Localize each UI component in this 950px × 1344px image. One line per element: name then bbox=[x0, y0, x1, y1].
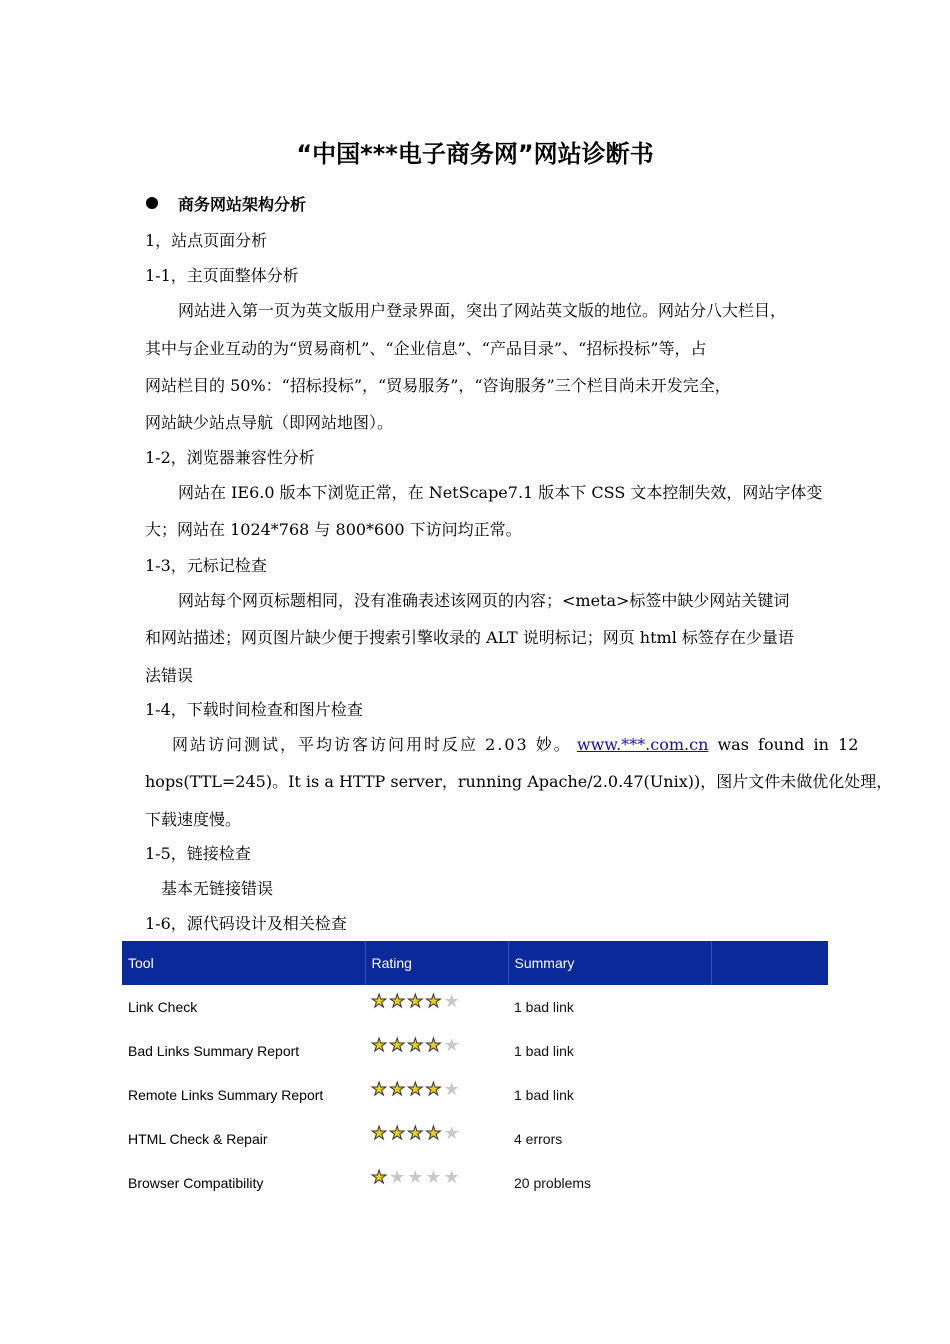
star-filled-icon: ★ bbox=[371, 991, 388, 1011]
paragraph-line: 大；网站在 1024*768 与 800*600 下访问均正常。 bbox=[145, 520, 522, 539]
star-filled-icon: ★ bbox=[371, 1079, 388, 1099]
paragraph-line: 网站栏目的 50%：“招标投标”，“贸易服务”，“咨询服务”三个栏目尚未开发完全， bbox=[145, 376, 731, 395]
heading-1-1: 1-1，主页面整体分析 bbox=[145, 266, 299, 285]
star-empty-icon: ★ bbox=[443, 1167, 460, 1187]
column-header-rating: Rating bbox=[365, 941, 508, 985]
star-rating bbox=[371, 1080, 460, 1098]
star-filled-icon: ★ bbox=[407, 1123, 424, 1143]
website-link[interactable]: www.***.com.cn bbox=[576, 735, 709, 754]
summary-cell: 4 errors bbox=[514, 1131, 563, 1147]
star-filled-icon: ★ bbox=[425, 1035, 442, 1055]
paragraph-line bbox=[172, 732, 858, 755]
tool-name: Browser Compatibility bbox=[128, 1175, 264, 1191]
star-filled-icon: ★ bbox=[407, 1035, 424, 1055]
page-title: “中国***电子商务网”网站诊断书 bbox=[296, 140, 654, 168]
star-filled-icon: ★ bbox=[389, 991, 406, 1011]
star-filled-icon: ★ bbox=[407, 1079, 424, 1099]
empty-cell bbox=[711, 985, 828, 1029]
tool-results-table bbox=[122, 941, 828, 1205]
star-filled-icon: ★ bbox=[425, 1123, 442, 1143]
star-rating bbox=[371, 1036, 460, 1054]
rating-cell bbox=[365, 1161, 508, 1205]
star-filled-icon: ★ bbox=[425, 1079, 442, 1099]
rating-cell bbox=[365, 1117, 508, 1161]
paragraph-text: 网站访问测试，平均访客访问用时反应 2.03 妙。 bbox=[172, 735, 572, 754]
heading-1: 1，站点页面分析 bbox=[145, 231, 268, 250]
star-filled-icon: ★ bbox=[407, 991, 424, 1011]
table-row bbox=[122, 985, 828, 1029]
star-filled-icon: ★ bbox=[371, 1123, 388, 1143]
summary-cell: 1 bad link bbox=[514, 1043, 574, 1059]
table-row bbox=[122, 1029, 828, 1073]
star-empty-icon: ★ bbox=[407, 1167, 424, 1187]
heading-1-2: 1-2，浏览器兼容性分析 bbox=[145, 448, 315, 467]
star-empty-icon: ★ bbox=[443, 991, 460, 1011]
heading-1-6: 1-6，源代码设计及相关检查 bbox=[145, 914, 347, 933]
paragraph-line: 其中与企业互动的为“贸易商机”、“企业信息”、“产品目录”、“招标投标”等，占 bbox=[145, 339, 707, 358]
rating-cell bbox=[365, 985, 508, 1029]
column-header-tool: Tool bbox=[122, 941, 365, 985]
table-row bbox=[122, 1161, 828, 1205]
table-row bbox=[122, 1073, 828, 1117]
empty-cell bbox=[711, 1117, 828, 1161]
rating-cell bbox=[365, 1073, 508, 1117]
empty-cell bbox=[711, 1161, 828, 1205]
star-empty-icon: ★ bbox=[425, 1167, 442, 1187]
heading-1-3: 1-3，元标记检查 bbox=[145, 556, 267, 575]
star-filled-icon: ★ bbox=[389, 1123, 406, 1143]
heading-1-5: 1-5，链接检查 bbox=[145, 844, 251, 863]
tool-name: Bad Links Summary Report bbox=[128, 1043, 300, 1059]
paragraph-line: 网站每个网页标题相同，没有准确表述该网页的内容；<meta>标签中缺少网站关键词 bbox=[178, 591, 790, 610]
paragraph-text: was found in 12 bbox=[717, 735, 859, 754]
star-filled-icon: ★ bbox=[425, 991, 442, 1011]
star-empty-icon: ★ bbox=[443, 1079, 460, 1099]
column-header-summary: Summary bbox=[508, 941, 711, 985]
star-filled-icon: ★ bbox=[371, 1167, 388, 1187]
tool-name: HTML Check & Repair bbox=[128, 1131, 268, 1147]
star-rating bbox=[371, 1168, 460, 1186]
column-header-empty bbox=[711, 941, 828, 985]
paragraph-line: 网站在 IE6.0 版本下浏览正常，在 NetScape7.1 版本下 CSS 文本控制失效，网站字体变 bbox=[178, 483, 823, 502]
star-empty-icon: ★ bbox=[389, 1167, 406, 1187]
summary-cell: 1 bad link bbox=[514, 999, 574, 1015]
rating-cell bbox=[365, 1029, 508, 1073]
empty-cell bbox=[711, 1029, 828, 1073]
empty-cell bbox=[711, 1073, 828, 1117]
paragraph-line: 下载速度慢。 bbox=[145, 810, 242, 829]
table-header-row bbox=[122, 941, 828, 985]
section-heading: 商务网站架构分析 bbox=[178, 195, 307, 214]
star-rating bbox=[371, 992, 460, 1010]
paragraph-line: 网站缺少站点导航（即网站地图）。 bbox=[145, 413, 394, 432]
star-empty-icon: ★ bbox=[443, 1123, 460, 1143]
bullet-icon bbox=[146, 197, 158, 209]
heading-1-4: 1-4，下载时间检查和图片检查 bbox=[145, 700, 363, 719]
tool-name: Remote Links Summary Report bbox=[128, 1087, 324, 1103]
paragraph-line: 法错误 bbox=[145, 666, 194, 685]
star-filled-icon: ★ bbox=[371, 1035, 388, 1055]
paragraph-line: 网站进入第一页为英文版用户登录界面，突出了网站英文版的地位。网站分八大栏目， bbox=[178, 301, 787, 320]
table-row bbox=[122, 1117, 828, 1161]
summary-cell: 1 bad link bbox=[514, 1087, 574, 1103]
paragraph-line: hops(TTL=245)。It is a HTTP server，running Apache/2.0.47(Unix))，图片文件未做优化处理， bbox=[145, 772, 893, 791]
summary-cell: 20 problems bbox=[514, 1175, 592, 1191]
tool-name: Link Check bbox=[128, 999, 198, 1015]
paragraph-line: 基本无链接错误 bbox=[161, 879, 274, 898]
star-filled-icon: ★ bbox=[389, 1079, 406, 1099]
star-filled-icon: ★ bbox=[389, 1035, 406, 1055]
paragraph-line: 和网站描述；网页图片缺少便于搜索引擎收录的 ALT 说明标记；网页 html 标签存在少量语 bbox=[145, 628, 794, 647]
star-rating bbox=[371, 1124, 460, 1142]
star-empty-icon: ★ bbox=[443, 1035, 460, 1055]
